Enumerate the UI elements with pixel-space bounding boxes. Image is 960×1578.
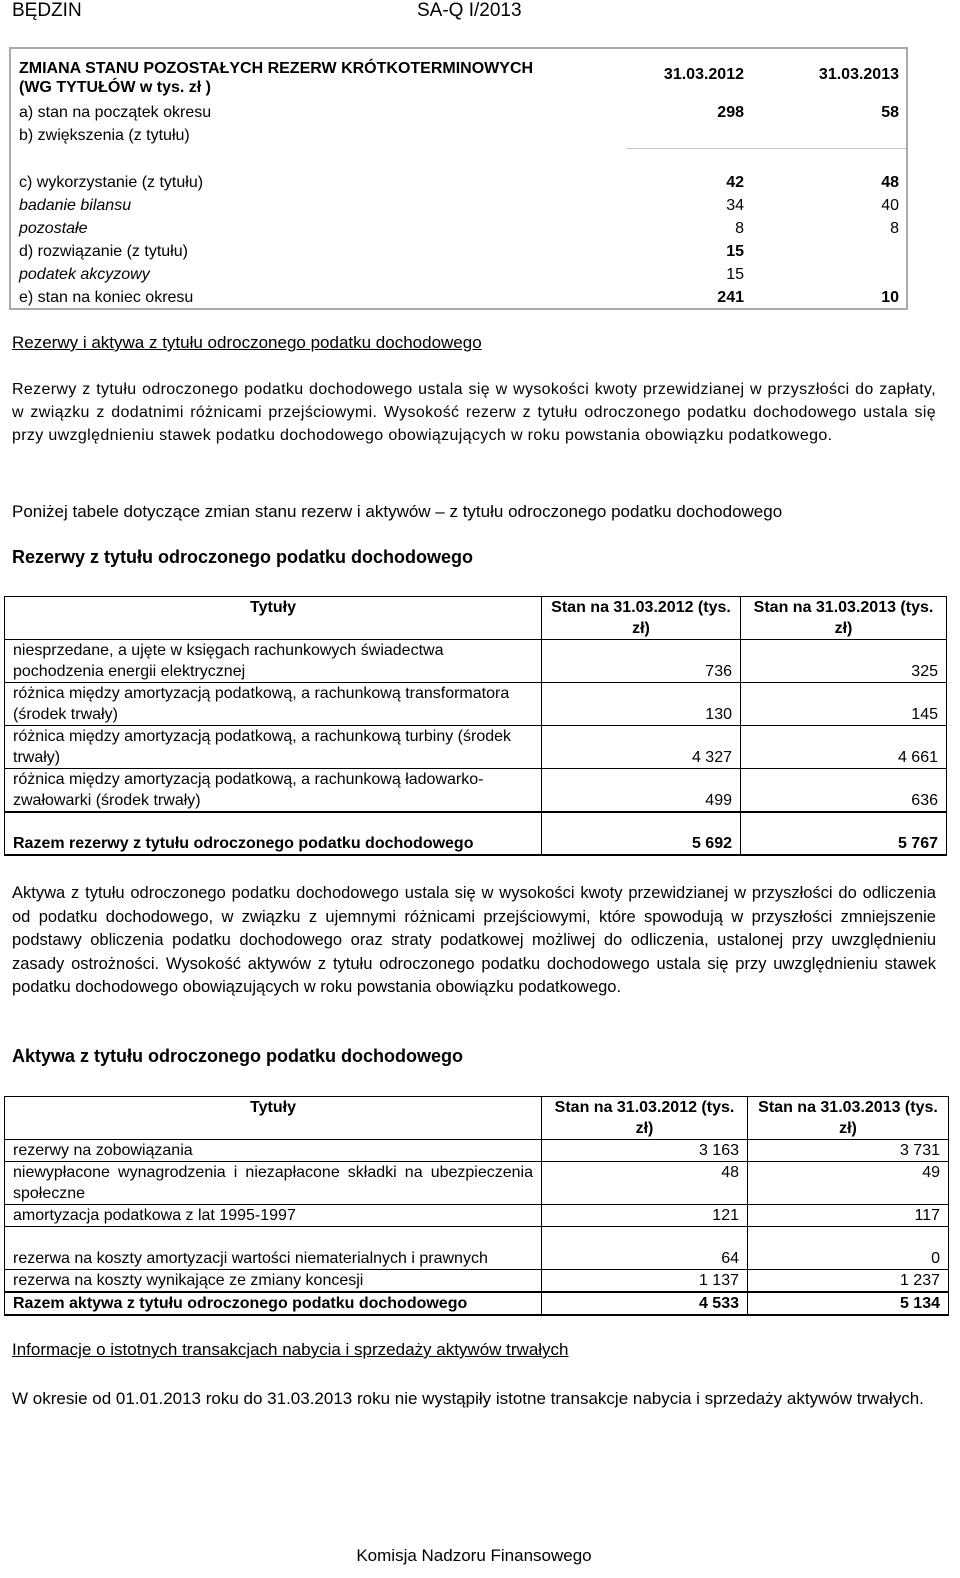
- assets-table-heading: Aktywa z tytułu odroczonego podatku dochodowego: [12, 1046, 463, 1066]
- table-row: amortyzacja podatkowa z lat 1995-1997 121 117: [5, 1205, 949, 1227]
- table-row: badanie bilansu 34 40: [19, 197, 899, 214]
- table-row: b) zwiększenia (z tytułu): [19, 127, 190, 144]
- table-row: a) stan na początek okresu 298 58: [19, 104, 899, 121]
- table-row: różnica między amortyzacją podatkową, a rachunkową transformatora (środek trwały) 130 145: [5, 683, 947, 726]
- table1-col1-header: 31.03.2012: [663, 66, 744, 83]
- deferred-assets-paragraph: Aktywa z tytułu odroczonego podatku dochodowego ustala się w wysokości kwoty przewidzianej w przyszłości do odliczenia od podatku dochodowego, w związku z ujemnymi różnicami przejściowymi, które spowodują w przyszłości zmniejszenie podstawy obliczenia podatku dochodowego oraz straty podatkowej możliwej do odliczenia, ustalonej przy uwzględnieniu zasady ostrożności. Wysokość aktywów z tytułu odroczonego podatku dochodowego ustala się przy uwzględnieniu stawek podatku dochodowego obowiązujących w roku powstania obowiązku podatkowego.: [12, 884, 936, 996]
- table-header-row: [5, 597, 947, 640]
- tables-intro-paragraph: Poniżej tabele dotyczące zmian stanu rezerw i aktywów – z tytułu odroczonego podatku dochodowego: [12, 502, 783, 521]
- table-row: niesprzedane, a ujęte w księgach rachunkowych świadectwa pochodzenia energii elektrycznej 736 325: [5, 640, 947, 683]
- table-row: rezerwa na koszty wynikające ze zmiany koncesji 1 137 1 237: [5, 1270, 949, 1293]
- deferred-tax-heading: Rezerwy i aktywa z tytułu odroczonego podatku dochodowego: [12, 333, 482, 352]
- table1-empty-row: [626, 148, 906, 171]
- table-row: podatek akcyzowy 15: [19, 266, 744, 283]
- table-total-row: Razem aktywa z tytułu odroczonego podatku dochodowego 4 533 5 134: [5, 1292, 949, 1315]
- footer-text: Komisja Nadzoru Finansowego: [356, 1546, 592, 1565]
- table-header-row: [5, 1097, 949, 1140]
- table1-title: ZMIANA STANU POZOSTAŁYCH REZERW KRÓTKOTERMINOWYCH (WG TYTUŁÓW w tys. zł ): [19, 60, 534, 96]
- col-2012: Stan na 31.03.2012 (tys. zł): [542, 597, 741, 640]
- table-row: rezerwy na zobowiązania 3 163 3 731: [5, 1140, 949, 1162]
- deferred-tax-provisions-table: [4, 596, 947, 856]
- deferred-tax-paragraph: Rezerwy z tytułu odroczonego podatku dochodowego ustala się w wysokości kwoty przewidzianej w przyszłości do zapłaty, w związku z dodatnimi różnicami przejściowymi. Wysokość rezerw z tytułu odroczonego podatku dochodowego ustala się przy uwzględnieniu stawek podatku dochodowego obowiązujących w roku powstania obowiązku podatkowego.: [12, 381, 936, 444]
- col-title: Tytuły: [5, 597, 542, 640]
- col-2012: Stan na 31.03.2012 (tys. zł): [542, 1097, 748, 1140]
- table-row: różnica między amortyzacją podatkową, a rachunkową ładowarko-zwałowarki (środek trwały) 499 636: [5, 769, 947, 813]
- table-row: rezerwa na koszty amortyzacji wartości niematerialnych i prawnych 64 0: [5, 1227, 949, 1270]
- col-2013: Stan na 31.03.2013 (tys. zł): [741, 597, 947, 640]
- fixed-assets-paragraph: W okresie od 01.01.2013 roku do 31.03.2013 roku nie wystąpiły istotne transakcje nabycia i sprzedaży aktywów trwałych.: [12, 1389, 924, 1408]
- table-row: niewypłacone wynagrodzenia i niezapłacone składki na ubezpieczenia społeczne 48 49: [5, 1162, 949, 1205]
- table-row: c) wykorzystanie (z tytułu) 42 48: [19, 174, 899, 191]
- table-total-row: Razem rezerwy z tytułu odroczonego podatku dochodowego 5 692 5 767: [5, 812, 947, 855]
- table1-col2-header: 31.03.2013: [818, 66, 899, 83]
- fixed-assets-heading: Informacje o istotnych transakcjach nabycia i sprzedaży aktywów trwałych: [12, 1340, 569, 1359]
- deferred-tax-assets-table: [4, 1096, 949, 1316]
- table-row: d) rozwiązanie (z tytułu) 15: [19, 243, 744, 260]
- short-term-provisions-table: [9, 47, 908, 310]
- company-name: BĘDZIN: [12, 0, 82, 21]
- table-row: e) stan na koniec okresu 241 10: [19, 289, 899, 306]
- col-title: Tytuły: [5, 1097, 542, 1140]
- provisions-table-heading: Rezerwy z tytułu odroczonego podatku dochodowego: [12, 547, 474, 567]
- table-row: różnica między amortyzacją podatkową, a rachunkową turbiny (środek trwały) 4 327 4 661: [5, 726, 947, 769]
- col-2013: Stan na 31.03.2013 (tys. zł): [748, 1097, 949, 1140]
- report-code: SA-Q I/2013: [417, 0, 522, 21]
- table-row: pozostałe 8 8: [19, 220, 899, 237]
